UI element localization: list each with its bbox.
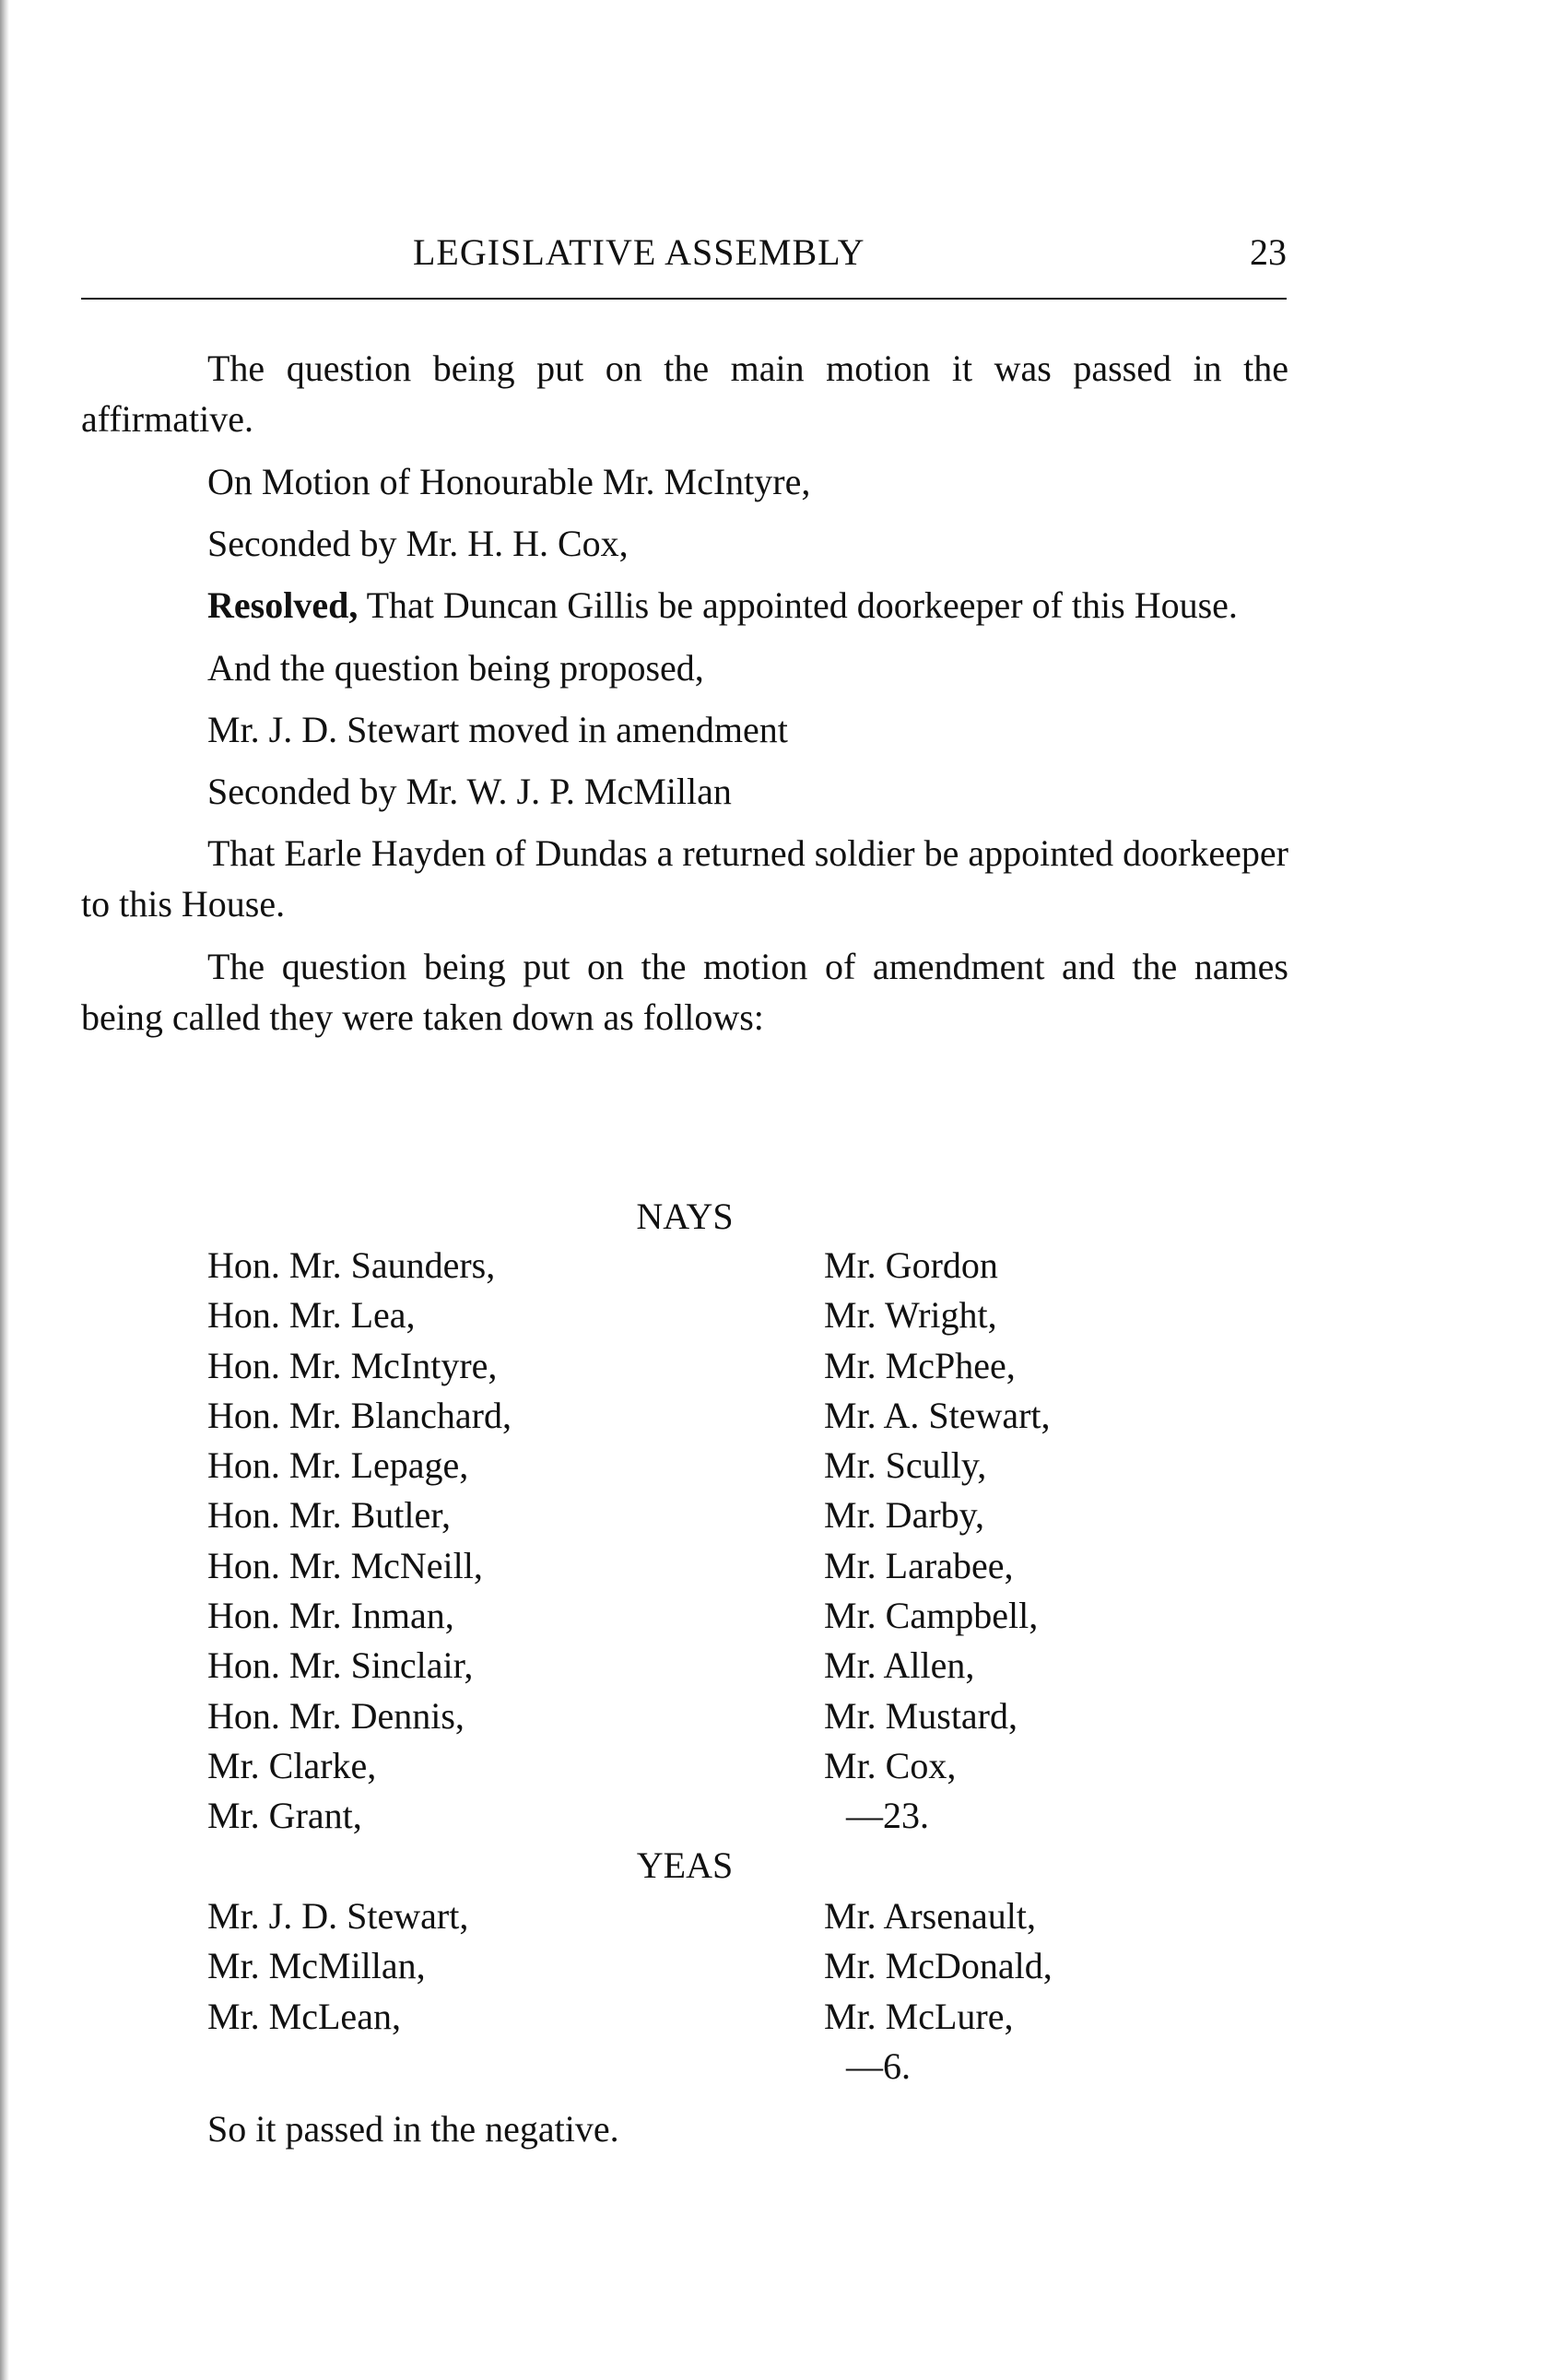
list-item: Mr. J. D. Stewart, <box>207 1895 469 1937</box>
list-item: Mr. Scully, <box>824 1444 987 1487</box>
paragraph-resolved <box>81 580 1288 630</box>
list-item: Mr. McPhee, <box>824 1344 1016 1386</box>
running-header <box>81 230 1287 295</box>
list-item: Hon. Mr. Inman, <box>207 1595 454 1637</box>
list-item: Mr. McMillan, <box>207 1945 426 1987</box>
nays-total: —23. <box>846 1795 929 1837</box>
list-item: Hon. Mr. Blanchard, <box>207 1394 512 1436</box>
list-item: Mr. Grant, <box>207 1795 362 1837</box>
list-item: Hon. Mr. Lea, <box>207 1294 416 1337</box>
list-item: Mr. McDonald, <box>824 1945 1053 1987</box>
list-item: Mr. Clarke, <box>207 1744 377 1786</box>
list-item: Mr. Allen, <box>824 1644 975 1687</box>
resolved-text: That Duncan Gillis be appointed doorkeeper of this House. <box>358 584 1238 626</box>
list-item: Mr. Darby, <box>824 1494 985 1537</box>
header-title: LEGISLATIVE ASSEMBLY <box>413 231 865 273</box>
list-item: Hon. Mr. Sinclair, <box>207 1644 474 1687</box>
list-item: Mr. Larabee, <box>824 1544 1014 1586</box>
list-item: Hon. Mr. Butler, <box>207 1494 451 1537</box>
header-rule <box>81 298 1287 300</box>
paragraph-main-motion: The question being put on the main motion it was passed in the affirmative. <box>81 348 1288 440</box>
list-item: Hon. Mr. McNeill, <box>207 1544 483 1586</box>
list-item: Mr. McLure, <box>824 1995 1014 2037</box>
yeas-heading: YEAS <box>636 1844 734 1886</box>
nays-right-column <box>824 1241 1051 1842</box>
list-item: Mr. McLean, <box>207 1995 401 2037</box>
list-item: Hon. Mr. Saunders, <box>207 1244 496 1286</box>
yeas-total: —6. <box>846 2044 911 2087</box>
list-item: Mr. Cox, <box>824 1744 957 1786</box>
list-item: Hon. Mr. McIntyre, <box>207 1344 498 1386</box>
resolved-label: Resolved, <box>207 584 359 626</box>
list-item: Mr. A. Stewart, <box>824 1394 1051 1436</box>
list-item: Hon. Mr. Dennis, <box>207 1694 465 1737</box>
body-text <box>81 343 1288 1055</box>
list-item: Mr. Gordon <box>824 1244 998 1286</box>
nays-heading: NAYS <box>636 1196 734 1237</box>
list-item: Mr. Arsenault, <box>824 1895 1036 1937</box>
paragraph-seconded-mcmillan: Seconded by Mr. W. J. P. McMillan <box>207 771 732 812</box>
paragraph-question-proposed: And the question being proposed, <box>207 647 704 689</box>
closing-line: So it passed in the negative. <box>207 2108 619 2150</box>
paragraph-amendment: Mr. J. D. Stewart moved in amendment <box>207 709 788 750</box>
page-number: 23 <box>1250 231 1287 273</box>
nays-left-column <box>207 1241 512 1842</box>
yeas-division <box>81 1844 1288 2092</box>
list-item: Mr. Wright, <box>824 1294 997 1337</box>
nays-division <box>81 1195 1288 1840</box>
paragraph-hayden: That Earle Hayden of Dundas a returned soldier be appointed doorkeeper to this House. <box>81 832 1288 925</box>
paragraph-seconded-cox: Seconded by Mr. H. H. Cox, <box>207 523 629 564</box>
list-item: Mr. Campbell, <box>824 1595 1039 1637</box>
yeas-left-column <box>207 1891 468 2042</box>
list-item: Hon. Mr. Lepage, <box>207 1444 469 1487</box>
yeas-right-column <box>824 1891 1053 2091</box>
list-item: Mr. Mustard, <box>824 1694 1018 1737</box>
paragraph-motion-of: On Motion of Honourable Mr. McIntyre, <box>207 461 811 502</box>
paragraph-question-amendment: The question being put on the motion of amendment and the names being called they were taken down as follows: <box>81 946 1288 1038</box>
page-edge-shadow <box>0 0 9 2380</box>
